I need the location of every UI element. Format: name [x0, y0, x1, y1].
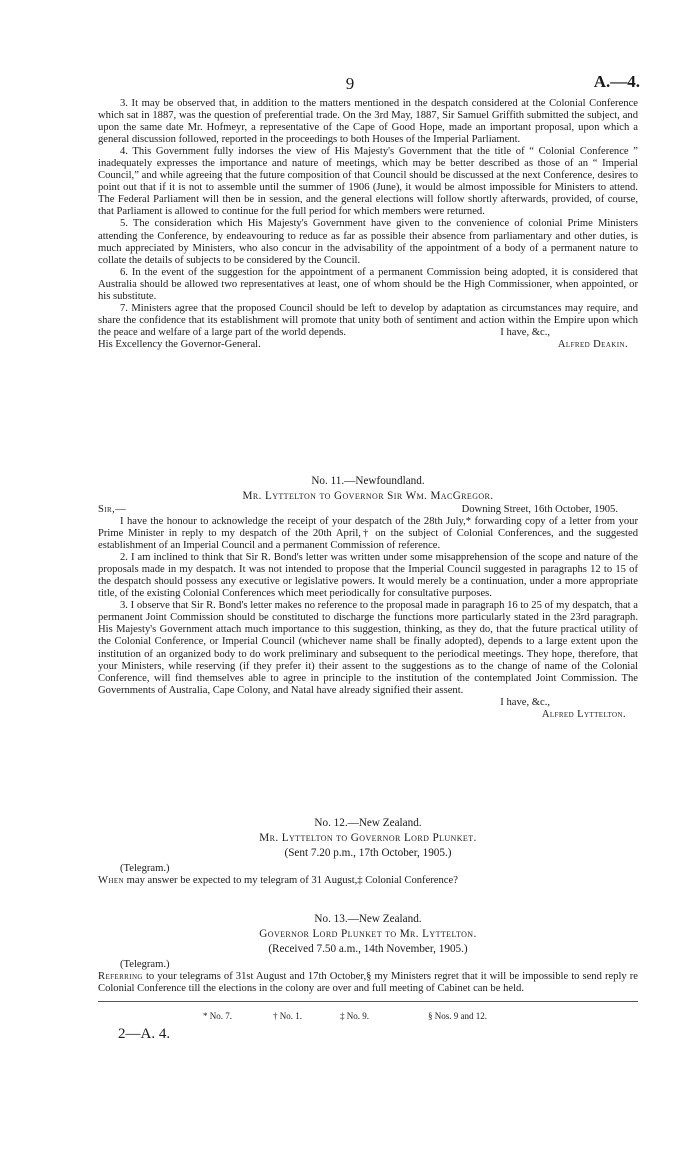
telegram-label: (Telegram.) [120, 863, 170, 874]
closing: I have, &c., [500, 696, 550, 708]
despatch-title: No. 11.—Newfoundland. [311, 475, 425, 487]
closing-row [98, 697, 638, 709]
salutation: Sir,— [98, 504, 127, 515]
despatch-subtitle: Mr. Lyttelton to Governor Sir Wm. MacGregor. [242, 490, 494, 502]
despatch-subtitle: Governor Lord Plunket to Mr. Lyttelton. [259, 928, 477, 940]
salutation-row [98, 504, 638, 516]
despatch-12-section [98, 816, 638, 887]
paragraph: 5. The consideration which His Majesty's Government have given to the convenience of colonial Prime Ministers attending the Conference, by endeavouring to reduce as far as possible their absence from parliamentary and other duties, is much appreciated by Ministers, who also concur in the advisability of the appointment of a body of a permanent nature to collate the details of subjects to be considered by the Council. [98, 218, 638, 266]
footnote: ‡ No. 9. [340, 1011, 369, 1021]
page-number: 9 [345, 74, 355, 93]
sent-time: (Sent 7.20 p.m., 17th October, 1905.) [284, 847, 452, 859]
paragraph: 4. This Government fully indorses the view of His Majesty's Government that the title of “ Colonial Conference ” inadequately expresses the importance and nature of meetings, which may be better described as those of an “ Imperial Council,” and while agreeing that the future composition of that Council should be discussed at the next Conference, desires to point out that if it is not to assemble until the summer of 1906 (June), it would be almost impossible for Ministers to attend. The Federal Parliament will then be in session, and the general elections will follow shortly afterwards, provided, of course, that Parliament is allowed to continue for the full period for which members were returned. [98, 146, 638, 218]
signature-row [98, 709, 638, 721]
paragraph: 2. I am inclined to think that Sir R. Bond's letter was written under some misapprehension of the scope and nature of the proposals made in my despatch. It was not intended to propose that the Imperial Council suggested in paragraphs 12 to 15 of the despatch should possess any executive or legislative powers. It would merely be a continuation, under a more appropriate title, of the existing Colonial Conferences which meet periodically for consultative purposes. [98, 552, 638, 600]
despatch-title: No. 13.—New Zealand. [314, 913, 422, 925]
addressee: His Excellency the Governor-General. [98, 338, 261, 350]
closing-row [98, 326, 638, 351]
despatch-13-section [98, 912, 638, 995]
despatch-subtitle: Mr. Lyttelton to Governor Lord Plunket. [259, 832, 477, 844]
footnote-rule [98, 1001, 638, 1002]
telegram-label: (Telegram.) [120, 959, 170, 970]
paragraph: 6. In the event of the suggestion for the appointment of a permanent Commission being adopted, it is considered that Australia should be allowed two representatives at least, one of whom should be the High Commissioner, when appointed, or his substitute. [98, 266, 638, 302]
paragraph: 7. Ministers agree that the proposed Council should be left to develop by adaptation as circumstances may require, and share the confidence that its establishment will promote that unity both of sentiment and action within the Empire upon which the peace and welfare of a large part of the world depends. [98, 302, 638, 338]
document-reference: A.—4. [593, 72, 640, 91]
sheet-mark: 2—A. 4. [118, 1026, 171, 1042]
despatch-title: No. 12.—New Zealand. [314, 817, 422, 829]
paragraph: I have the honour to acknowledge the receipt of your despatch of the 28th July,* forwarding copy of a letter from your Prime Minister in reply to my despatch of the 20th April,† on the subject of Colonial Conferences, and the suggested establishment of an Imperial Council and a permanent Commission of reference. [98, 516, 638, 552]
place-date: Downing Street, 16th October, 1905. [461, 504, 618, 515]
despatch-10-section [98, 98, 638, 351]
signature: Alfred Lyttelton. [541, 708, 626, 720]
footnote: § Nos. 9 and 12. [428, 1011, 487, 1021]
telegram-text: When may answer be expected to my telegram of 31 August,‡ Colonial Conference? [98, 875, 458, 887]
paragraph: 3. It may be observed that, in addition to the matters mentioned in the despatch considered at the Colonial Conference which sat in 1887, was the question of preferential trade. On the 3rd May, 1887, Sir Samuel Griffith submitted the subject, and upon the same date Mr. Hofmeyr, a representative of the Cape of Good Hope, made an important proposal, upon which a general discussion followed, reported in the proceedings to both Houses of the Imperial Parliament. [98, 98, 638, 146]
received-time: (Received 7.50 a.m., 14th November, 1905.) [268, 943, 468, 955]
closing: I have, &c., [500, 326, 550, 338]
despatch-11-section [98, 474, 638, 721]
footnote: † No. 1. [273, 1011, 302, 1021]
signature: Alfred Deakin. [557, 338, 628, 350]
paragraph: 3. I observe that Sir R. Bond's letter makes no reference to the proposal made in paragraph 16 to 25 of my despatch, that a permanent Joint Commission should be constituted to discharge the functions more particularly stated in the 23rd paragraph. His Majesty's Government attach much importance to this suggestion, thinking, as they do, that the future practical utility of the Colonial Conference, or Imperial Council (whichever name shall be finally adopted), depends to a large extent upon the institution of an organized body to do work preliminary and subsequent to the periodical meetings. They hope, therefore, that your Ministers, while reserving (if they prefer it) their assent to the suggestions as to the change of name of the Colonial Conference, will find themselves able to agree in principle to the institution of the contemplated Joint Commission. The Governments of Australia, Cape Colony, and Natal have already signified their assent. [98, 600, 638, 696]
telegram-text: Referring to your telegrams of 31st August and 17th October,§ my Ministers regret that it will be impossible to send reply re Colonial Conference till the elections in the colony are over and full meeting of Cabinet can be held. [98, 971, 638, 995]
footnote: * No. 7. [203, 1011, 232, 1021]
